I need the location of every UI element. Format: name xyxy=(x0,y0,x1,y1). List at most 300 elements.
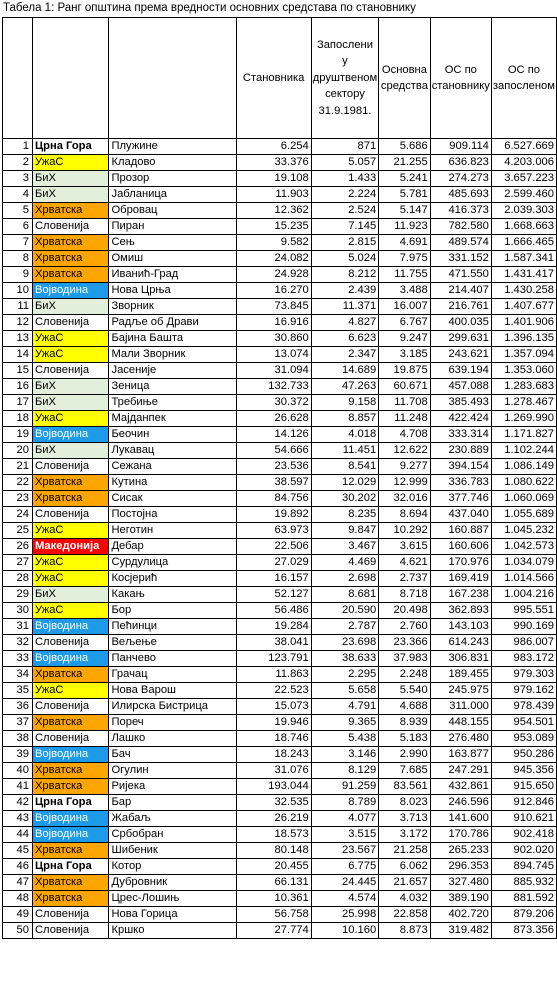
assets-per-capita-cell: 402.720 xyxy=(430,907,491,923)
rank-cell: 22 xyxy=(3,475,33,491)
region-cell: Словенија xyxy=(32,699,109,715)
assets-per-capita-cell: 276.480 xyxy=(430,731,491,747)
table-row xyxy=(3,779,557,795)
ranking-table xyxy=(2,17,557,939)
table-row xyxy=(3,843,557,859)
region-cell: БиХ xyxy=(32,187,109,203)
rank-cell: 7 xyxy=(3,235,33,251)
region-cell: БиХ xyxy=(32,587,109,603)
employed-cell: 5.658 xyxy=(311,683,378,699)
employed-cell: 25.998 xyxy=(311,907,378,923)
fixed-assets-cell: 6.767 xyxy=(379,315,431,331)
table-row xyxy=(3,859,557,875)
assets-per-employee-cell: 881.592 xyxy=(491,891,556,907)
employed-cell: 8.212 xyxy=(311,267,378,283)
population-cell: 16.270 xyxy=(236,283,311,299)
population-cell: 9.582 xyxy=(236,235,311,251)
region-cell: БиХ xyxy=(32,299,109,315)
municipality-cell: Постојна xyxy=(109,507,236,523)
rank-cell: 35 xyxy=(3,683,33,699)
fixed-assets-cell: 3.172 xyxy=(379,827,431,843)
table-row xyxy=(3,651,557,667)
table-row xyxy=(3,635,557,651)
municipality-cell: Шибеник xyxy=(109,843,236,859)
assets-per-employee-cell: 1.587.341 xyxy=(491,251,556,267)
employed-cell: 8.129 xyxy=(311,763,378,779)
assets-per-employee-cell: 1.666.465 xyxy=(491,235,556,251)
header-assets-per-capita: ОС по становнику xyxy=(430,18,491,139)
region-cell: УжаС xyxy=(32,347,109,363)
header-rank xyxy=(3,18,33,139)
region-cell: Хрватска xyxy=(32,235,109,251)
fixed-assets-cell: 4.708 xyxy=(379,427,431,443)
population-cell: 24.082 xyxy=(236,251,311,267)
table-row xyxy=(3,555,557,571)
assets-per-employee-cell: 979.303 xyxy=(491,667,556,683)
assets-per-capita-cell: 471.550 xyxy=(430,267,491,283)
fixed-assets-cell: 60.671 xyxy=(379,379,431,395)
employed-cell: 2.698 xyxy=(311,571,378,587)
assets-per-capita-cell: 639.194 xyxy=(430,363,491,379)
employed-cell: 9.365 xyxy=(311,715,378,731)
region-cell: Хрватска xyxy=(32,475,109,491)
rank-cell: 20 xyxy=(3,443,33,459)
header-region xyxy=(32,18,109,139)
region-cell: Војводина xyxy=(32,747,109,763)
assets-per-employee-cell: 910.621 xyxy=(491,811,556,827)
region-cell: УжаС xyxy=(32,331,109,347)
population-cell: 56.758 xyxy=(236,907,311,923)
fixed-assets-cell: 22.858 xyxy=(379,907,431,923)
rank-cell: 40 xyxy=(3,763,33,779)
assets-per-employee-cell: 902.020 xyxy=(491,843,556,859)
region-cell: УжаС xyxy=(32,155,109,171)
population-cell: 24.928 xyxy=(236,267,311,283)
fixed-assets-cell: 4.032 xyxy=(379,891,431,907)
rank-cell: 33 xyxy=(3,651,33,667)
table-row xyxy=(3,171,557,187)
fixed-assets-cell: 32.016 xyxy=(379,491,431,507)
fixed-assets-cell: 2.760 xyxy=(379,619,431,635)
employed-cell: 11.451 xyxy=(311,443,378,459)
rank-cell: 12 xyxy=(3,315,33,331)
municipality-cell: Жабаљ xyxy=(109,811,236,827)
population-cell: 73.845 xyxy=(236,299,311,315)
population-cell: 19.892 xyxy=(236,507,311,523)
fixed-assets-cell: 8.718 xyxy=(379,587,431,603)
table-row xyxy=(3,875,557,891)
rank-cell: 36 xyxy=(3,699,33,715)
rank-cell: 16 xyxy=(3,379,33,395)
assets-per-employee-cell: 1.004.216 xyxy=(491,587,556,603)
population-cell: 27.029 xyxy=(236,555,311,571)
region-cell: Словенија xyxy=(32,923,109,939)
fixed-assets-cell: 8.873 xyxy=(379,923,431,939)
rank-cell: 9 xyxy=(3,267,33,283)
table-row xyxy=(3,523,557,539)
region-cell: Хрватска xyxy=(32,267,109,283)
region-cell: Војводина xyxy=(32,619,109,635)
municipality-cell: Мајданпек xyxy=(109,411,236,427)
region-cell: Словенија xyxy=(32,315,109,331)
assets-per-capita-cell: 245.975 xyxy=(430,683,491,699)
region-cell: УжаС xyxy=(32,603,109,619)
population-cell: 27.774 xyxy=(236,923,311,939)
assets-per-capita-cell: 169.419 xyxy=(430,571,491,587)
region-cell: Словенија xyxy=(32,507,109,523)
assets-per-employee-cell: 902.418 xyxy=(491,827,556,843)
fixed-assets-cell: 6.062 xyxy=(379,859,431,875)
fixed-assets-cell: 12.622 xyxy=(379,443,431,459)
table-row xyxy=(3,155,557,171)
table-row xyxy=(3,443,557,459)
municipality-cell: Косјерић xyxy=(109,571,236,587)
employed-cell: 2.815 xyxy=(311,235,378,251)
population-cell: 84.756 xyxy=(236,491,311,507)
assets-per-capita-cell: 299.631 xyxy=(430,331,491,347)
assets-per-employee-cell: 894.745 xyxy=(491,859,556,875)
municipality-cell: Требиње xyxy=(109,395,236,411)
population-cell: 19.284 xyxy=(236,619,311,635)
assets-per-capita-cell: 160.606 xyxy=(430,539,491,555)
table-row xyxy=(3,811,557,827)
municipality-cell: Омиш xyxy=(109,251,236,267)
assets-per-capita-cell: 636.823 xyxy=(430,155,491,171)
assets-per-capita-cell: 274.273 xyxy=(430,171,491,187)
employed-cell: 9.847 xyxy=(311,523,378,539)
municipality-cell: Иванић-Град xyxy=(109,267,236,283)
region-cell: Словенија xyxy=(32,459,109,475)
rank-cell: 25 xyxy=(3,523,33,539)
region-cell: БиХ xyxy=(32,395,109,411)
rank-cell: 17 xyxy=(3,395,33,411)
employed-cell: 2.787 xyxy=(311,619,378,635)
fixed-assets-cell: 10.292 xyxy=(379,523,431,539)
table-row xyxy=(3,619,557,635)
municipality-cell: Нова Горица xyxy=(109,907,236,923)
assets-per-capita-cell: 362.893 xyxy=(430,603,491,619)
fixed-assets-cell: 3.713 xyxy=(379,811,431,827)
employed-cell: 4.574 xyxy=(311,891,378,907)
table-row xyxy=(3,715,557,731)
region-cell: УжаС xyxy=(32,571,109,587)
rank-cell: 4 xyxy=(3,187,33,203)
employed-cell: 8.235 xyxy=(311,507,378,523)
rank-cell: 21 xyxy=(3,459,33,475)
rank-cell: 28 xyxy=(3,571,33,587)
region-cell: БиХ xyxy=(32,443,109,459)
table-row xyxy=(3,347,557,363)
assets-per-capita-cell: 909.114 xyxy=(430,139,491,155)
population-cell: 66.131 xyxy=(236,875,311,891)
municipality-cell: Лашко xyxy=(109,731,236,747)
assets-per-capita-cell: 311.000 xyxy=(430,699,491,715)
assets-per-employee-cell: 995.551 xyxy=(491,603,556,619)
region-cell: Хрватска xyxy=(32,715,109,731)
employed-cell: 8.681 xyxy=(311,587,378,603)
fixed-assets-cell: 20.498 xyxy=(379,603,431,619)
assets-per-employee-cell: 978.439 xyxy=(491,699,556,715)
municipality-cell: Србобран xyxy=(109,827,236,843)
population-cell: 26.628 xyxy=(236,411,311,427)
region-cell: Црна Гора xyxy=(32,859,109,875)
municipality-cell: Јасеније xyxy=(109,363,236,379)
table-row xyxy=(3,139,557,155)
municipality-cell: Пећинци xyxy=(109,619,236,635)
assets-per-capita-cell: 230.889 xyxy=(430,443,491,459)
assets-per-employee-cell: 879.206 xyxy=(491,907,556,923)
table-caption: Табела 1: Ранг општина према вредности основних средстава по становнику xyxy=(3,2,416,14)
assets-per-employee-cell: 1.278.467 xyxy=(491,395,556,411)
population-cell: 31.076 xyxy=(236,763,311,779)
fixed-assets-cell: 21.657 xyxy=(379,875,431,891)
region-cell: Словенија xyxy=(32,363,109,379)
region-cell: УжаС xyxy=(32,411,109,427)
fixed-assets-cell: 8.939 xyxy=(379,715,431,731)
population-cell: 31.094 xyxy=(236,363,311,379)
assets-per-capita-cell: 319.482 xyxy=(430,923,491,939)
municipality-cell: Дебар xyxy=(109,539,236,555)
assets-per-capita-cell: 389.190 xyxy=(430,891,491,907)
table-row xyxy=(3,395,557,411)
municipality-cell: Нова Црња xyxy=(109,283,236,299)
employed-cell: 20.590 xyxy=(311,603,378,619)
municipality-cell: Зеница xyxy=(109,379,236,395)
region-cell: Војводина xyxy=(32,427,109,443)
employed-cell: 23.698 xyxy=(311,635,378,651)
rank-cell: 46 xyxy=(3,859,33,875)
region-cell: Словенија xyxy=(32,219,109,235)
employed-cell: 4.018 xyxy=(311,427,378,443)
assets-per-employee-cell: 1.396.135 xyxy=(491,331,556,347)
employed-cell: 14.689 xyxy=(311,363,378,379)
employed-cell: 47.263 xyxy=(311,379,378,395)
fixed-assets-cell: 83.561 xyxy=(379,779,431,795)
municipality-cell: Пореч xyxy=(109,715,236,731)
assets-per-employee-cell: 1.401.906 xyxy=(491,315,556,331)
region-cell: Македонија xyxy=(32,539,109,555)
assets-per-capita-cell: 306.831 xyxy=(430,651,491,667)
employed-cell: 8.541 xyxy=(311,459,378,475)
assets-per-employee-cell: 3.657.223 xyxy=(491,171,556,187)
assets-per-employee-cell: 6.527.669 xyxy=(491,139,556,155)
employed-cell: 1.433 xyxy=(311,171,378,187)
assets-per-capita-cell: 377.746 xyxy=(430,491,491,507)
employed-cell: 38.633 xyxy=(311,651,378,667)
assets-per-employee-cell: 986.007 xyxy=(491,635,556,651)
rank-cell: 27 xyxy=(3,555,33,571)
population-cell: 11.903 xyxy=(236,187,311,203)
assets-per-capita-cell: 167.238 xyxy=(430,587,491,603)
rank-cell: 43 xyxy=(3,811,33,827)
rank-cell: 42 xyxy=(3,795,33,811)
municipality-cell: Јабланица xyxy=(109,187,236,203)
table-row xyxy=(3,747,557,763)
population-cell: 193.044 xyxy=(236,779,311,795)
assets-per-employee-cell: 950.286 xyxy=(491,747,556,763)
table-row xyxy=(3,683,557,699)
employed-cell: 2.524 xyxy=(311,203,378,219)
region-cell: Хрватска xyxy=(32,491,109,507)
assets-per-capita-cell: 141.600 xyxy=(430,811,491,827)
employed-cell: 2.439 xyxy=(311,283,378,299)
municipality-cell: Кладово xyxy=(109,155,236,171)
municipality-cell: Огулин xyxy=(109,763,236,779)
region-cell: Хрватска xyxy=(32,763,109,779)
assets-per-capita-cell: 170.976 xyxy=(430,555,491,571)
assets-per-employee-cell: 1.034.079 xyxy=(491,555,556,571)
municipality-cell: Нова Варош xyxy=(109,683,236,699)
employed-cell: 7.145 xyxy=(311,219,378,235)
population-cell: 19.108 xyxy=(236,171,311,187)
employed-cell: 12.029 xyxy=(311,475,378,491)
fixed-assets-cell: 7.685 xyxy=(379,763,431,779)
rank-cell: 1 xyxy=(3,139,33,155)
table-row xyxy=(3,667,557,683)
rank-cell: 3 xyxy=(3,171,33,187)
population-cell: 123.791 xyxy=(236,651,311,667)
region-cell: Војводина xyxy=(32,651,109,667)
municipality-cell: Беочин xyxy=(109,427,236,443)
fixed-assets-cell: 19.875 xyxy=(379,363,431,379)
rank-cell: 32 xyxy=(3,635,33,651)
assets-per-employee-cell: 990.169 xyxy=(491,619,556,635)
rank-cell: 2 xyxy=(3,155,33,171)
fixed-assets-cell: 5.241 xyxy=(379,171,431,187)
population-cell: 30.372 xyxy=(236,395,311,411)
table-row xyxy=(3,427,557,443)
region-cell: УжаС xyxy=(32,555,109,571)
rank-cell: 48 xyxy=(3,891,33,907)
assets-per-employee-cell: 1.668.663 xyxy=(491,219,556,235)
assets-per-capita-cell: 394.154 xyxy=(430,459,491,475)
table-row xyxy=(3,507,557,523)
table-row xyxy=(3,235,557,251)
fixed-assets-cell: 11.248 xyxy=(379,411,431,427)
table-row xyxy=(3,699,557,715)
employed-cell: 4.469 xyxy=(311,555,378,571)
employed-cell: 30.202 xyxy=(311,491,378,507)
header-population: Становника xyxy=(236,18,311,139)
header-employed: Запослени у друштвеном сектору 31.9.1981. xyxy=(311,18,378,139)
assets-per-capita-cell: 448.155 xyxy=(430,715,491,731)
rank-cell: 37 xyxy=(3,715,33,731)
region-cell: Хрватска xyxy=(32,203,109,219)
fixed-assets-cell: 5.147 xyxy=(379,203,431,219)
population-cell: 80.148 xyxy=(236,843,311,859)
assets-per-capita-cell: 333.314 xyxy=(430,427,491,443)
region-cell: Црна Гора xyxy=(32,139,109,155)
municipality-cell: Панчево xyxy=(109,651,236,667)
rank-cell: 50 xyxy=(3,923,33,939)
population-cell: 56.486 xyxy=(236,603,311,619)
employed-cell: 3.515 xyxy=(311,827,378,843)
fixed-assets-cell: 37.983 xyxy=(379,651,431,667)
assets-per-capita-cell: 614.243 xyxy=(430,635,491,651)
municipality-cell: Бар xyxy=(109,795,236,811)
municipality-cell: Бач xyxy=(109,747,236,763)
table-row xyxy=(3,571,557,587)
region-cell: Војводина xyxy=(32,827,109,843)
employed-cell: 6.623 xyxy=(311,331,378,347)
assets-per-employee-cell: 1.102.244 xyxy=(491,443,556,459)
assets-per-employee-cell: 2.599.460 xyxy=(491,187,556,203)
rank-cell: 44 xyxy=(3,827,33,843)
fixed-assets-cell: 7.975 xyxy=(379,251,431,267)
rank-cell: 45 xyxy=(3,843,33,859)
rank-cell: 34 xyxy=(3,667,33,683)
population-cell: 12.362 xyxy=(236,203,311,219)
fixed-assets-cell: 3.185 xyxy=(379,347,431,363)
population-cell: 23.536 xyxy=(236,459,311,475)
fixed-assets-cell: 11.755 xyxy=(379,267,431,283)
municipality-cell: Сисак xyxy=(109,491,236,507)
employed-cell: 5.024 xyxy=(311,251,378,267)
municipality-cell: Бајина Башта xyxy=(109,331,236,347)
employed-cell: 8.789 xyxy=(311,795,378,811)
population-cell: 11.863 xyxy=(236,667,311,683)
assets-per-capita-cell: 246.596 xyxy=(430,795,491,811)
rank-cell: 19 xyxy=(3,427,33,443)
assets-per-capita-cell: 327.480 xyxy=(430,875,491,891)
fixed-assets-cell: 9.247 xyxy=(379,331,431,347)
assets-per-capita-cell: 422.424 xyxy=(430,411,491,427)
rank-cell: 47 xyxy=(3,875,33,891)
fixed-assets-cell: 5.781 xyxy=(379,187,431,203)
population-cell: 22.506 xyxy=(236,539,311,555)
assets-per-employee-cell: 983.172 xyxy=(491,651,556,667)
assets-per-capita-cell: 163.877 xyxy=(430,747,491,763)
population-cell: 38.041 xyxy=(236,635,311,651)
rank-cell: 31 xyxy=(3,619,33,635)
region-cell: Хрватска xyxy=(32,667,109,683)
assets-per-employee-cell: 945.356 xyxy=(491,763,556,779)
table-row xyxy=(3,411,557,427)
table-row xyxy=(3,731,557,747)
assets-per-employee-cell: 1.080.622 xyxy=(491,475,556,491)
municipality-cell: Ријека xyxy=(109,779,236,795)
employed-cell: 5.057 xyxy=(311,155,378,171)
employed-cell: 91.259 xyxy=(311,779,378,795)
municipality-cell: Радље об Драви xyxy=(109,315,236,331)
assets-per-employee-cell: 2.039.303 xyxy=(491,203,556,219)
region-cell: Словенија xyxy=(32,635,109,651)
municipality-cell: Сурдулица xyxy=(109,555,236,571)
assets-per-employee-cell: 1.086.149 xyxy=(491,459,556,475)
population-cell: 54.666 xyxy=(236,443,311,459)
population-cell: 63.973 xyxy=(236,523,311,539)
fixed-assets-cell: 2.248 xyxy=(379,667,431,683)
municipality-cell: Плужине xyxy=(109,139,236,155)
population-cell: 18.746 xyxy=(236,731,311,747)
table-row xyxy=(3,251,557,267)
assets-per-employee-cell: 1.357.094 xyxy=(491,347,556,363)
region-cell: Хрватска xyxy=(32,779,109,795)
fixed-assets-cell: 4.691 xyxy=(379,235,431,251)
header-fixed-assets: Основна средства xyxy=(379,18,431,139)
table-row xyxy=(3,539,557,555)
rank-cell: 41 xyxy=(3,779,33,795)
population-cell: 38.597 xyxy=(236,475,311,491)
fixed-assets-cell: 3.488 xyxy=(379,283,431,299)
population-cell: 52.127 xyxy=(236,587,311,603)
population-cell: 10.361 xyxy=(236,891,311,907)
table-row xyxy=(3,891,557,907)
rank-cell: 10 xyxy=(3,283,33,299)
assets-per-capita-cell: 265.233 xyxy=(430,843,491,859)
municipality-cell: Пиран xyxy=(109,219,236,235)
population-cell: 30.860 xyxy=(236,331,311,347)
